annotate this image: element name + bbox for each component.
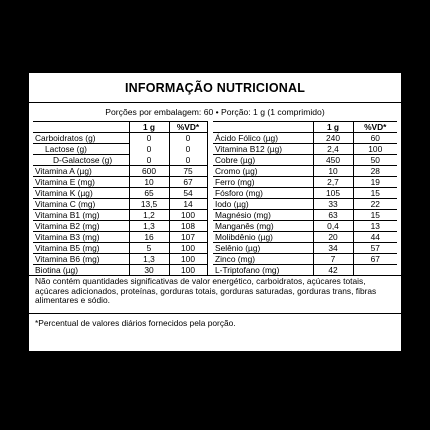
footnote: Não contém quantidades significativas de valor energético, carboidratos, açúcares totais, açúcares adicionados, proteínas, gorduras totais, gorduras saturadas, gorduras trans, fibras alimentares e sódio. [29,275,401,313]
table-row [33,243,397,254]
nutrient-vd-left: 107 [169,232,207,243]
table-row [33,144,397,155]
nutrient-vd-left: 108 [169,221,207,232]
nutrient-vd-left: 100 [169,265,207,276]
nutrient-name-right: Fósforo (mg) [213,188,313,199]
nutrient-name-right: Ferro (mg) [213,177,313,188]
nutrient-qty-left: 1,2 [129,210,169,221]
nutrient-vd-right: 60 [353,133,397,144]
nutrient-qty-right: 7 [313,254,353,265]
nutrient-vd-right: 57 [353,243,397,254]
nutrient-qty-left: 13,5 [129,199,169,210]
nutrient-qty-right: 10 [313,166,353,177]
nutrient-qty-right: 2,7 [313,177,353,188]
nutrient-vd-right: 13 [353,221,397,232]
nutrient-name-left: Vitamina C (mg) [33,199,129,210]
nutrient-vd-left: 0 [169,133,207,144]
table-row [33,232,397,243]
servings-line: Porções por embalagem: 60 • Porção: 1 g (1 comprimido) [105,107,325,117]
nutrient-name-right: Iodo (µg) [213,199,313,210]
panel-title: INFORMAÇÃO NUTRICIONAL [124,81,306,95]
nutrient-vd-left: 100 [169,210,207,221]
nutrient-qty-left: 1,3 [129,254,169,265]
nutrient-qty-right: 34 [313,243,353,254]
nutrient-name-left: Vitamina B2 (mg) [33,221,129,232]
nutrient-vd-left: 0 [169,155,207,166]
nutrient-qty-left: 0 [129,133,169,144]
nutrient-name-right: Vitamina B12 (µg) [213,144,313,155]
nutrient-qty-right: 63 [313,210,353,221]
nutrition-table-body [33,122,397,276]
nutrient-vd-left: 54 [169,188,207,199]
nutrient-name-right: Manganês (mg) [213,221,313,232]
nutrient-vd-right: 100 [353,144,397,155]
nutrient-qty-right: 240 [313,133,353,144]
nutrient-name-right: Zinco (mg) [213,254,313,265]
nutrient-name-right: L-Triptofano (mg) [213,265,313,276]
nutrient-name-left: Vitamina E (mg) [33,177,129,188]
nutrient-qty-left: 1,3 [129,221,169,232]
nutrient-qty-left: 600 [129,166,169,177]
table-row [33,265,397,276]
nutrient-qty-left: 0 [129,144,169,155]
nutrient-vd-right [353,265,397,276]
nutrient-vd-left: 14 [169,199,207,210]
header-qty-left: 1 g [129,122,169,133]
nutrient-qty-right: 0,4 [313,221,353,232]
nutrient-vd-right: 22 [353,199,397,210]
nutrient-vd-right: 44 [353,232,397,243]
nutrient-qty-right: 33 [313,199,353,210]
nutrient-vd-right: 67 [353,254,397,265]
table-row [33,221,397,232]
table-header-row [33,122,397,133]
nutrient-name-right: Selênio (µg) [213,243,313,254]
nutrient-name-left: D-Galactose (g) [33,155,129,166]
nutrient-qty-right: 450 [313,155,353,166]
nutrient-vd-right: 15 [353,188,397,199]
nutrient-vd-right: 19 [353,177,397,188]
nutrient-qty-left: 16 [129,232,169,243]
nutrient-name-left: Vitamina B6 (mg) [33,254,129,265]
header-vd-right: %VD* [353,122,397,133]
nutrient-name-left: Vitamina B1 (mg) [33,210,129,221]
nutrient-qty-right: 2,4 [313,144,353,155]
nutrient-vd-right: 15 [353,210,397,221]
table-row [33,166,397,177]
table-row [33,155,397,166]
nutrient-name-left: Vitamina A (µg) [33,166,129,177]
table-row [33,177,397,188]
nutrient-name-left: Vitamina B3 (mg) [33,232,129,243]
table-row [33,199,397,210]
table-row [33,210,397,221]
nutrient-qty-left: 10 [129,177,169,188]
nutrient-qty-left: 0 [129,155,169,166]
nutrient-name-left: Carboidratos (g) [33,133,129,144]
nutrient-name-right: Ácido Fólico (µg) [213,133,313,144]
nutrient-vd-left: 67 [169,177,207,188]
nutrient-vd-left: 100 [169,243,207,254]
nutrient-name-left: Biotina (µg) [33,265,129,276]
nutrient-vd-right: 50 [353,155,397,166]
nutrient-name-right: Molibdênio (µg) [213,232,313,243]
nutrient-name-left: Lactose (g) [33,144,129,155]
nutrient-name-right: Magnésio (mg) [213,210,313,221]
table-row [33,133,397,144]
nutrient-qty-left: 5 [129,243,169,254]
nutrient-name-left: Vitamina B5 (mg) [33,243,129,254]
nutrient-qty-right: 105 [313,188,353,199]
nutrition-table [33,121,397,275]
header-vd-left: %VD* [169,122,207,133]
nutrient-vd-left: 75 [169,166,207,177]
nutrient-vd-left: 0 [169,144,207,155]
nutrient-qty-right: 20 [313,232,353,243]
table-row [33,188,397,199]
nutrient-vd-left: 100 [169,254,207,265]
table-row [33,254,397,265]
nutrient-vd-right: 28 [353,166,397,177]
nutrient-name-left: Vitamina K (µg) [33,188,129,199]
percent-daily-note: *Percentual de valores diários fornecidos pela porção. [29,313,401,328]
nutrition-facts-panel [28,72,402,352]
nutrient-name-right: Cobre (µg) [213,155,313,166]
header-qty-right: 1 g [313,122,353,133]
nutrient-name-right: Cromo (µg) [213,166,313,177]
nutrient-qty-left: 30 [129,265,169,276]
nutrient-qty-right: 42 [313,265,353,276]
nutrient-qty-left: 65 [129,188,169,199]
